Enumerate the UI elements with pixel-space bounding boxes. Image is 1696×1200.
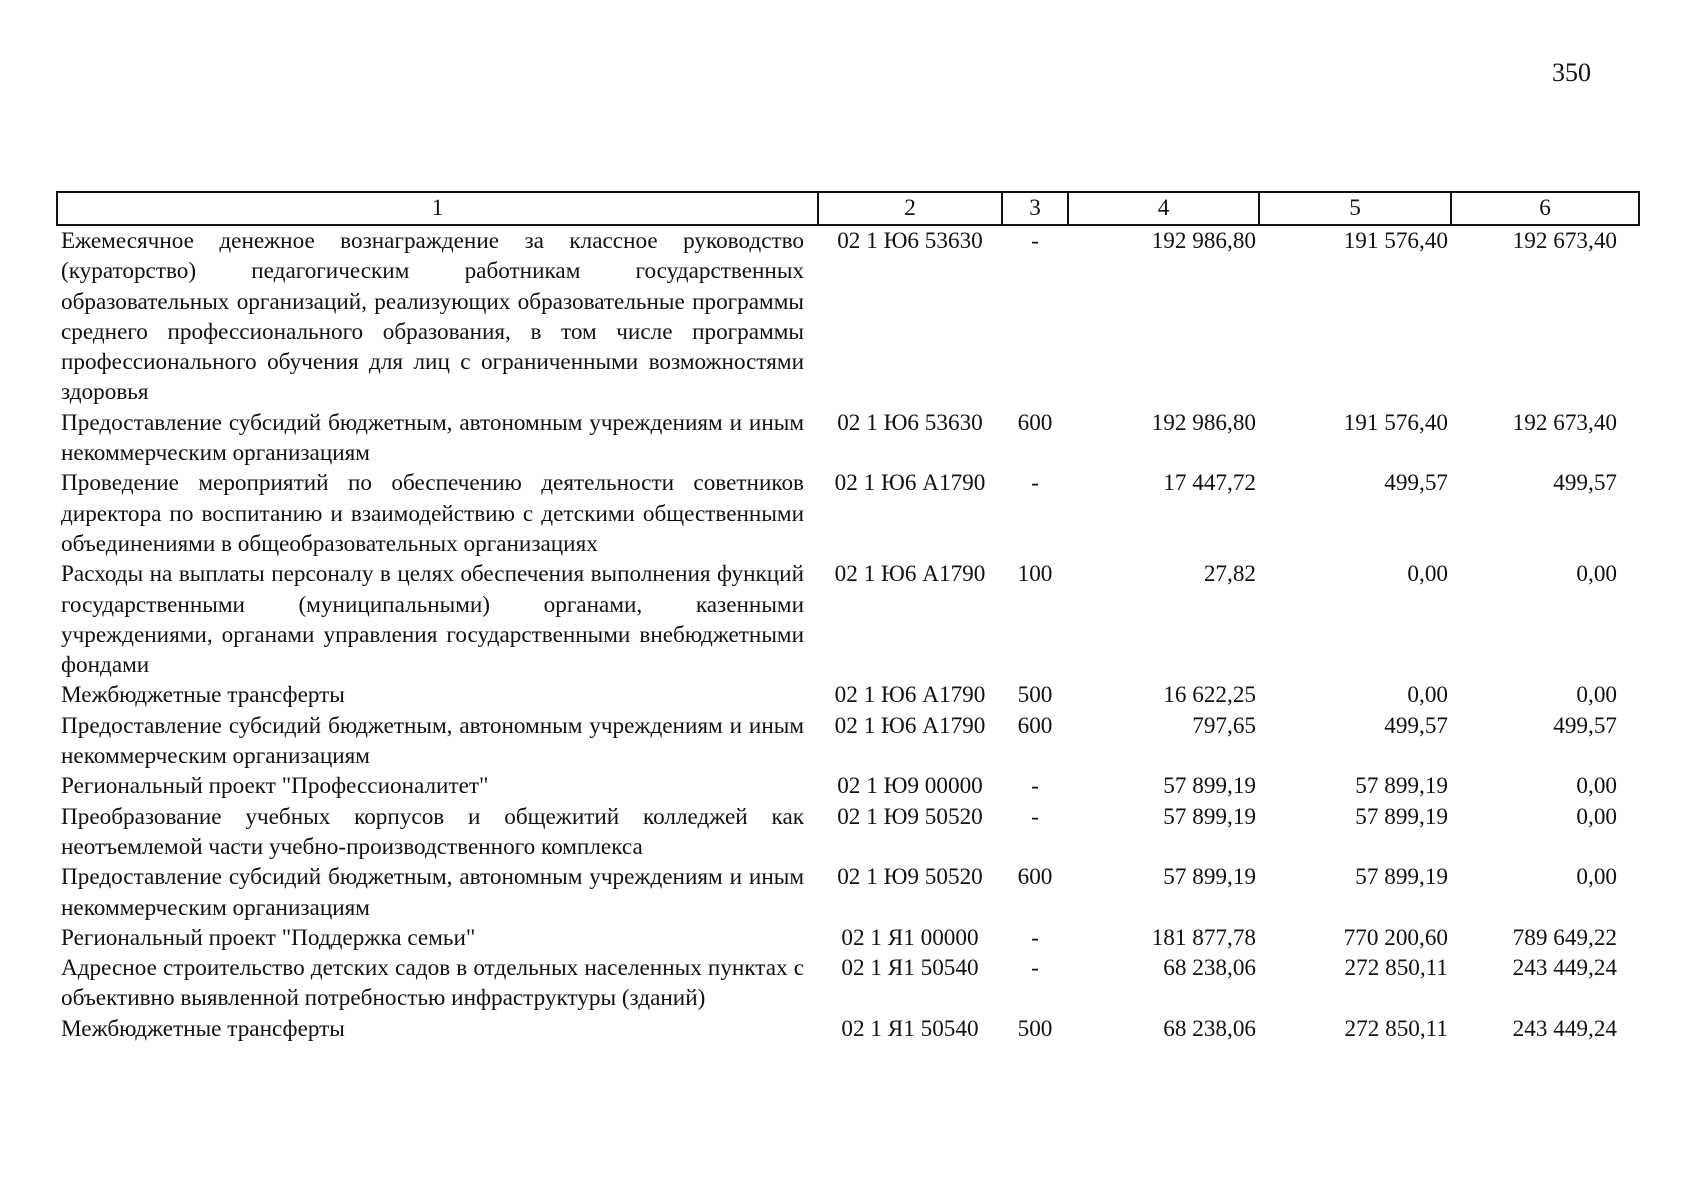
row-value-5: 272 850,11 xyxy=(1344,1015,1448,1042)
row-value-4: 192 986,80 xyxy=(1151,409,1256,436)
row-value-6: 192 673,40 xyxy=(1512,409,1617,436)
row-value-4: 57 899,19 xyxy=(1163,773,1256,800)
row-name: Адресное строительство детских садов в отдельных населенных пунктах с объективно выявленной потребностью инфраструктуры (зданий) xyxy=(61,955,804,1012)
row-expense-type: 600 xyxy=(1017,409,1053,436)
table-body xyxy=(57,225,1639,1044)
row-code: 02 1 Ю6 53630 xyxy=(837,228,983,254)
row-value-6: 0,00 xyxy=(1576,803,1617,830)
row-value-5: 191 576,40 xyxy=(1343,228,1448,254)
row-expense-type: 600 xyxy=(1017,712,1053,739)
row-expense-type: - xyxy=(1031,773,1039,800)
row-value-4: 17 447,72 xyxy=(1163,470,1256,497)
table-row xyxy=(57,862,1639,923)
column-header-5: 5 xyxy=(1259,192,1451,225)
row-code: 02 1 Ю6 53630 xyxy=(837,409,983,436)
row-value-5: 57 899,19 xyxy=(1355,773,1448,800)
row-value-4: 57 899,19 xyxy=(1163,803,1256,830)
row-name: Расходы на выплаты персоналу в целях обеспечения выполнения функций государственными (муниципальными) органами, казенными учреждениями, органами управления государственными внебюджетными фондами xyxy=(61,561,804,679)
table-row xyxy=(57,408,1639,469)
row-name: Проведение мероприятий по обеспечению деятельности советников директора по воспитанию и взаимодействию с детскими общественными объединениями в общеобразовательных организациях xyxy=(61,470,804,557)
row-value-5: 499,57 xyxy=(1384,712,1448,739)
row-name: Ежемесячное денежное вознаграждение за классное руководство (кураторство) педагогическим работникам государственных образовательных организаций, реализующих образовательные программы среднего профессионального образования, в том числе программы профессионального обучения для лиц с ограниченными возможностями здоровья xyxy=(61,228,804,406)
row-expense-type: - xyxy=(1031,803,1039,830)
row-value-6: 243 449,24 xyxy=(1512,1015,1617,1042)
row-code: 02 1 Я1 50540 xyxy=(841,1015,979,1042)
row-value-6: 789 649,22 xyxy=(1512,924,1617,951)
row-code: 02 1 Я1 50540 xyxy=(841,955,979,982)
row-code: 02 1 Ю9 00000 xyxy=(837,773,983,800)
row-value-4: 57 899,19 xyxy=(1163,864,1256,891)
table-row xyxy=(57,1014,1639,1044)
table-row xyxy=(57,802,1639,863)
row-value-4: 68 238,06 xyxy=(1163,1015,1256,1042)
row-code: 02 1 Ю6 А1790 xyxy=(834,561,986,588)
table-row xyxy=(57,953,1639,1014)
row-value-4: 181 877,78 xyxy=(1151,924,1256,951)
row-code: 02 1 Я1 00000 xyxy=(841,924,979,951)
row-value-5: 770 200,60 xyxy=(1343,924,1448,951)
table-row xyxy=(57,559,1639,680)
row-value-6: 0,00 xyxy=(1576,682,1617,709)
row-value-6: 0,00 xyxy=(1576,864,1617,891)
row-name: Межбюджетные трансферты xyxy=(61,1015,345,1042)
row-value-5: 0,00 xyxy=(1407,682,1448,709)
table-row xyxy=(57,923,1639,953)
row-value-4: 16 622,25 xyxy=(1163,682,1256,709)
page-number: 350 xyxy=(1552,58,1591,87)
row-name: Предоставление субсидий бюджетным, автономным учреждениям и иным некоммерческим организациям xyxy=(61,864,804,921)
row-name: Преобразование учебных корпусов и общежитий колледжей как неотъемлемой части учебно-производственного комплекса xyxy=(61,803,804,860)
row-value-5: 57 899,19 xyxy=(1355,803,1448,830)
row-value-5: 0,00 xyxy=(1407,561,1448,588)
row-value-4: 68 238,06 xyxy=(1163,955,1256,982)
row-value-4: 192 986,80 xyxy=(1151,228,1256,254)
row-value-4: 797,65 xyxy=(1192,712,1256,739)
row-code: 02 1 Ю6 А1790 xyxy=(834,682,986,709)
row-code: 02 1 Ю6 А1790 xyxy=(834,470,986,497)
row-code: 02 1 Ю9 50520 xyxy=(837,803,983,830)
row-name: Региональный проект "Профессионалитет" xyxy=(61,773,489,800)
table-row xyxy=(57,771,1639,801)
row-expense-type: - xyxy=(1031,470,1039,497)
column-header-2: 2 xyxy=(818,192,1002,225)
row-value-4: 27,82 xyxy=(1203,561,1256,588)
column-header-1: 1 xyxy=(57,192,818,225)
row-value-6: 499,57 xyxy=(1553,470,1617,497)
row-value-6: 0,00 xyxy=(1576,561,1617,588)
row-expense-type: 600 xyxy=(1017,864,1053,891)
row-name: Региональный проект "Поддержка семьи" xyxy=(61,924,476,951)
row-name: Межбюджетные трансферты xyxy=(61,682,345,709)
column-header-4: 4 xyxy=(1068,192,1259,225)
row-expense-type: - xyxy=(1031,924,1039,951)
row-name: Предоставление субсидий бюджетным, автономным учреждениям и иным некоммерческим организациям xyxy=(61,712,804,770)
budget-table xyxy=(56,191,1640,1044)
table-row xyxy=(57,468,1639,559)
table-row xyxy=(57,680,1639,710)
table-row xyxy=(57,711,1639,772)
row-expense-type: 500 xyxy=(1017,1015,1053,1042)
row-name: Предоставление субсидий бюджетным, автономным учреждениям и иным некоммерческим организациям xyxy=(61,409,804,467)
row-value-5: 272 850,11 xyxy=(1344,955,1448,982)
row-value-5: 499,57 xyxy=(1384,470,1448,497)
row-expense-type: - xyxy=(1031,955,1039,982)
row-value-5: 57 899,19 xyxy=(1355,864,1448,891)
row-expense-type: - xyxy=(1031,228,1039,254)
row-value-6: 0,00 xyxy=(1576,773,1617,800)
table-row xyxy=(57,225,1639,408)
row-expense-type: 100 xyxy=(1017,561,1053,588)
column-header-3: 3 xyxy=(1002,192,1068,225)
row-value-6: 192 673,40 xyxy=(1512,228,1617,254)
row-value-5: 191 576,40 xyxy=(1343,409,1448,436)
row-expense-type: 500 xyxy=(1017,682,1053,709)
row-value-6: 243 449,24 xyxy=(1512,955,1617,982)
row-value-6: 499,57 xyxy=(1553,712,1617,739)
column-header-6: 6 xyxy=(1451,192,1639,225)
row-code: 02 1 Ю6 А1790 xyxy=(834,712,986,739)
table-header-row xyxy=(57,192,1639,225)
row-code: 02 1 Ю9 50520 xyxy=(837,864,983,891)
